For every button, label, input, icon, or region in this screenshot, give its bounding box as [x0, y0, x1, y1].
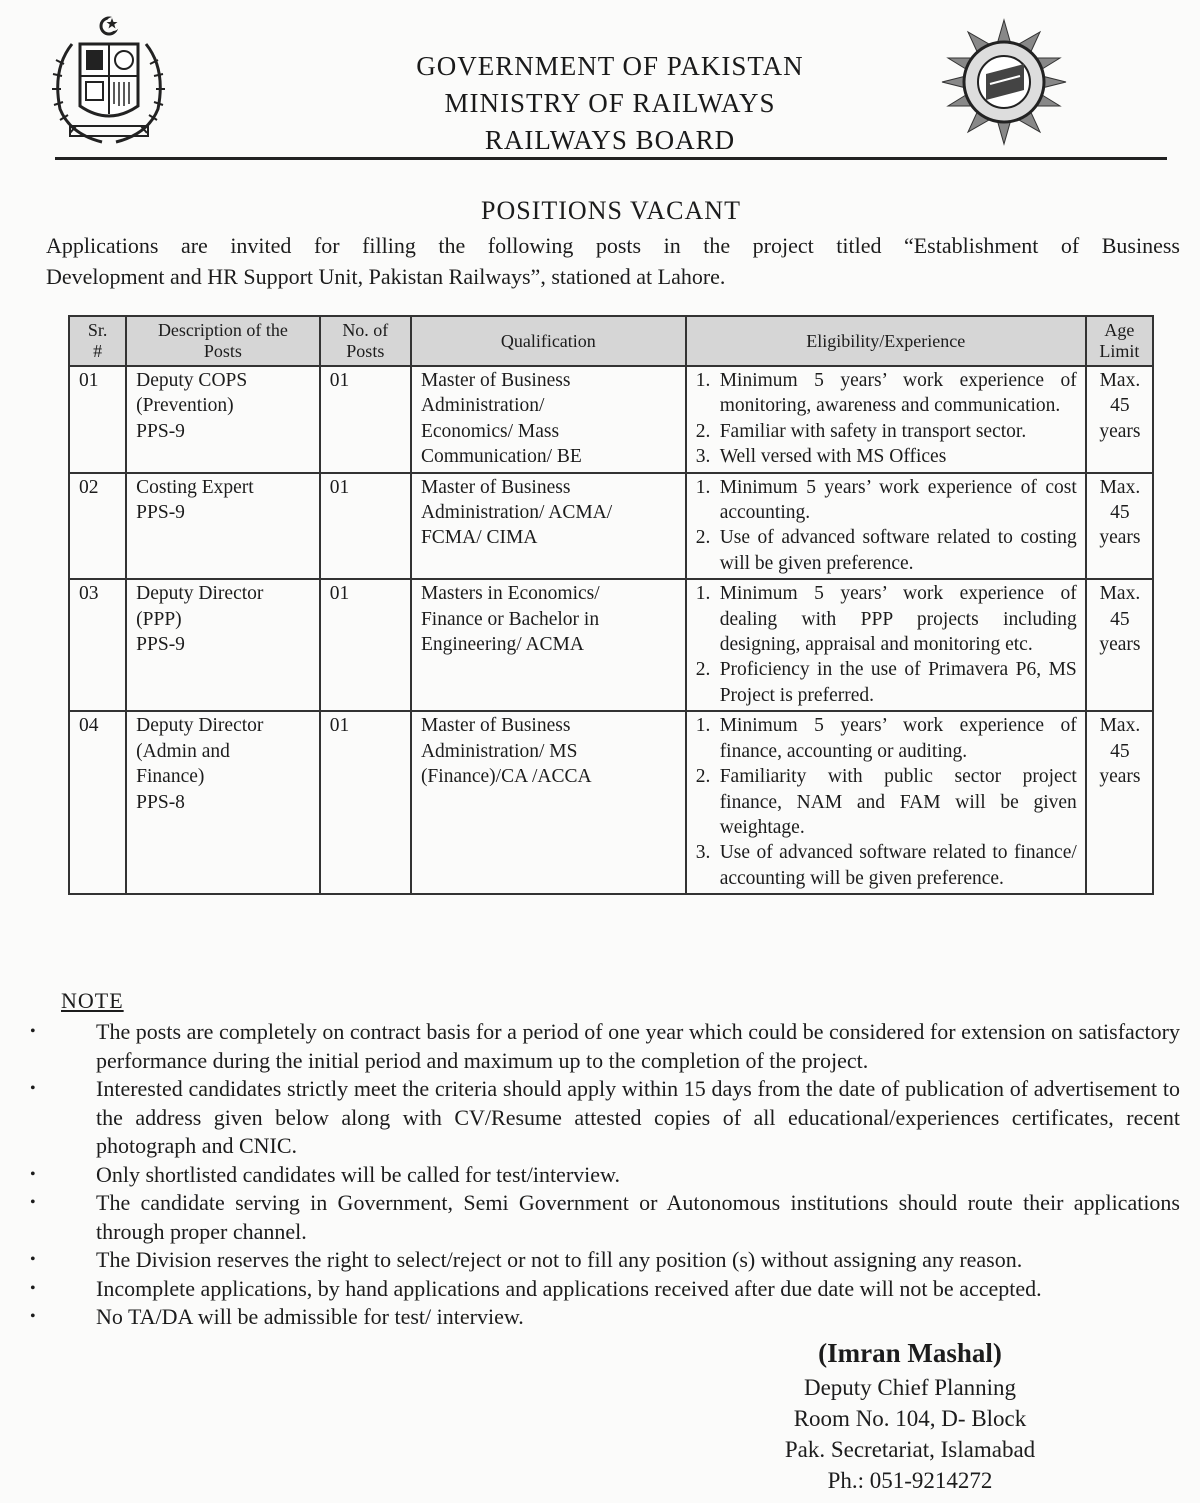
header-divider	[55, 157, 1167, 160]
header-description: Description of the Posts	[126, 316, 320, 366]
note-text: Incomplete applications, by hand applications and applications received after due date will not be accepted.	[96, 1275, 1042, 1301]
eligibility-number: 1.	[695, 370, 711, 391]
bullet-icon: •	[30, 1279, 36, 1297]
table-row	[69, 711, 1153, 894]
age-line: years	[1099, 766, 1141, 788]
note-text: The candidate serving in Government, Semi Government or Autonomous institutions should route their applications through proper channel.	[96, 1190, 1180, 1244]
table-body	[69, 366, 1153, 894]
header-line-ministry: MINISTRY OF RAILWAYS	[444, 88, 776, 118]
eligibility-list	[696, 368, 1077, 470]
note-item	[30, 1189, 1180, 1246]
table-row	[69, 579, 1153, 711]
qualification-line: Administration/ MS	[420, 740, 578, 762]
cell-no-of-posts: 01	[320, 473, 411, 580]
qualification-line: FCMA/ CIMA	[420, 527, 538, 549]
cell-description	[126, 711, 320, 894]
description-line: (Admin and	[136, 740, 230, 762]
cell-description	[126, 366, 320, 473]
cell-age-limit	[1086, 579, 1153, 711]
cell-eligibility	[686, 579, 1086, 711]
eligibility-text: Use of advanced software related to costing will be given preference.	[719, 527, 1077, 574]
bullet-icon: •	[30, 1251, 36, 1268]
eligibility-number: 1.	[695, 476, 711, 498]
cell-sr: 04	[69, 711, 126, 894]
age-line: 45	[1110, 395, 1130, 417]
header-qualification: Qualification	[411, 316, 686, 366]
cell-description	[126, 579, 320, 711]
qualification-line: Engineering/ ACMA	[420, 634, 584, 656]
description-line: PPS-9	[136, 634, 185, 656]
header-no-of-posts: No. of Posts	[320, 316, 411, 366]
note-text: The posts are completely on contract basis for a period of one year which could be considered for extension on satisfactory performance during the initial period and maximum up to the completion of the project.	[96, 1019, 1180, 1073]
cell-age-limit	[1086, 366, 1153, 473]
age-line: Max.	[1099, 715, 1141, 737]
header-sr: Sr. #	[69, 316, 126, 366]
intro-paragraph	[46, 230, 1180, 292]
qualification-line: Economics/ Mass	[420, 420, 560, 442]
cell-no-of-posts: 01	[320, 579, 411, 711]
signatory-phone: Ph.: 051-9214272	[827, 1468, 993, 1493]
page-title: POSITIONS VACANT	[481, 196, 741, 225]
cell-eligibility	[686, 473, 1086, 580]
eligibility-number: 3.	[695, 842, 711, 864]
note-item	[30, 1018, 1180, 1075]
qualification-line: Master of Business	[420, 370, 571, 391]
header-line-government: GOVERNMENT OF PAKISTAN	[416, 51, 804, 81]
note-item	[30, 1161, 1180, 1190]
description-line: Deputy Director	[136, 715, 264, 737]
table-row	[69, 366, 1153, 473]
eligibility-text: Use of advanced software related to finance/ accounting will be given preference.	[719, 842, 1077, 889]
eligibility-text: Minimum 5 years’ work experience of dealing with PPP projects including designing, appraisal and monitoring etc.	[719, 583, 1077, 656]
age-line: 45	[1110, 502, 1130, 524]
note-text: No TA/DA will be admissible for test/ interview.	[96, 1304, 524, 1329]
state-emblem-icon	[42, 14, 177, 149]
cell-qualification	[411, 366, 686, 473]
age-line: Max.	[1099, 583, 1141, 605]
signature-block	[700, 1336, 1120, 1496]
eligibility-item	[696, 475, 1077, 526]
qualification-line: Communication/ BE	[420, 446, 582, 468]
eligibility-item	[696, 657, 1077, 708]
eligibility-list	[696, 475, 1077, 577]
age-line: 45	[1110, 608, 1130, 630]
eligibility-item	[696, 525, 1077, 576]
cell-description	[126, 473, 320, 580]
cell-qualification	[411, 711, 686, 894]
header-age-limit: Age Limit	[1086, 316, 1153, 366]
qualification-line: Administration/ ACMA/	[420, 502, 613, 524]
table-row	[69, 473, 1153, 580]
header-line-board: RAILWAYS BOARD	[484, 125, 736, 155]
eligibility-number: 2.	[695, 420, 711, 442]
eligibility-list	[696, 713, 1077, 891]
age-line: Max.	[1099, 370, 1141, 391]
header-titles	[300, 48, 920, 159]
description-line: (PPP)	[136, 608, 182, 630]
note-text: Only shortlisted candidates will be called for test/interview.	[96, 1161, 620, 1187]
note-item	[30, 1246, 1180, 1275]
eligibility-item	[696, 713, 1077, 764]
description-line: Deputy Director	[136, 583, 264, 605]
description-line: Deputy COPS	[136, 370, 248, 391]
cell-eligibility	[686, 366, 1086, 473]
note-text: The Division reserves the right to select/reject or not to fill any position (s) without assigning any reason.	[96, 1247, 1023, 1272]
note-item	[30, 1275, 1180, 1304]
cell-sr: 03	[69, 579, 126, 711]
bullet-icon: •	[30, 1023, 36, 1040]
age-line: years	[1099, 420, 1141, 442]
note-item	[30, 1075, 1180, 1161]
intro-line-2: Development and HR Support Unit, Pakistan Railways”, stationed at Lahore.	[46, 264, 726, 289]
cell-qualification	[411, 473, 686, 580]
bullet-icon: •	[30, 1080, 36, 1097]
intro-line-1: Applications are invited for filling the following posts in the project titled “Establishment of Business	[46, 233, 1180, 258]
eligibility-number: 1.	[695, 715, 711, 737]
age-line: years	[1099, 634, 1141, 656]
qualification-line: Master of Business	[420, 715, 571, 737]
qualification-line: Administration/	[420, 395, 545, 417]
eligibility-number: 2.	[695, 527, 711, 549]
eligibility-number: 3.	[695, 446, 711, 468]
signatory-designation: Deputy Chief Planning	[803, 1375, 1017, 1400]
eligibility-item	[696, 444, 1077, 469]
note-heading: NOTE	[61, 988, 124, 1013]
document-header	[0, 0, 1200, 165]
cell-no-of-posts: 01	[320, 366, 411, 473]
signatory-place: Pak. Secretariat, Islamabad	[784, 1437, 1036, 1462]
eligibility-number: 1.	[695, 583, 711, 605]
age-line: Max.	[1099, 476, 1141, 498]
age-line: 45	[1110, 740, 1130, 762]
description-line: PPS-9	[136, 502, 185, 524]
eligibility-item	[696, 368, 1077, 419]
eligibility-text: Familiar with safety in transport sector.	[719, 420, 1027, 442]
cell-no-of-posts: 01	[320, 711, 411, 894]
cell-eligibility	[686, 711, 1086, 894]
eligibility-text: Proficiency in the use of Primavera P6, MS Project is preferred.	[719, 659, 1077, 706]
note-text: Interested candidates strictly meet the criteria should apply within 15 days from the date of publication of advertisement to the address given below along with CV/Resume attested copies of all educational/experiences certificates, recent photograph and CNIC.	[96, 1076, 1180, 1158]
eligibility-item	[696, 581, 1077, 657]
eligibility-item	[696, 419, 1077, 444]
cell-qualification	[411, 579, 686, 711]
eligibility-text: Minimum 5 years’ work experience of finance, accounting or auditing.	[719, 715, 1077, 762]
description-line: PPS-8	[136, 791, 185, 813]
eligibility-text: Minimum 5 years’ work experience of monitoring, awareness and communication.	[719, 370, 1077, 417]
eligibility-number: 2.	[695, 766, 711, 788]
description-line: (Prevention)	[136, 395, 234, 417]
cell-sr: 02	[69, 473, 126, 580]
note-list	[30, 1018, 1180, 1332]
eligibility-list	[696, 581, 1077, 708]
cell-sr: 01	[69, 366, 126, 473]
signatory-name: (Imran Mashal)	[818, 1338, 1002, 1368]
cell-age-limit	[1086, 711, 1153, 894]
bullet-icon: •	[30, 1165, 36, 1183]
positions-table	[68, 315, 1154, 895]
eligibility-text: Minimum 5 years’ work experience of cost accounting.	[719, 476, 1077, 524]
eligibility-item	[696, 764, 1077, 840]
qualification-line: Master of Business	[420, 476, 571, 498]
railways-logo-icon	[940, 18, 1068, 146]
header-eligibility: Eligibility/Experience	[686, 316, 1086, 366]
signatory-room: Room No. 104, D- Block	[793, 1406, 1027, 1431]
description-line: PPS-9	[136, 420, 185, 442]
eligibility-number: 2.	[695, 659, 711, 681]
eligibility-text: Familiarity with public sector project finance, NAM and FAM will be given weightage.	[719, 766, 1077, 838]
bullet-icon: •	[30, 1194, 36, 1211]
description-line: Finance)	[136, 766, 205, 788]
qualification-line: Masters in Economics/	[420, 583, 600, 605]
age-line: years	[1099, 527, 1141, 549]
cell-age-limit	[1086, 473, 1153, 580]
note-item	[30, 1303, 1180, 1332]
bullet-icon: •	[30, 1308, 36, 1325]
description-line: Costing Expert	[136, 476, 254, 498]
table-header-row	[69, 316, 1153, 366]
qualification-line: Finance or Bachelor in	[420, 608, 600, 630]
qualification-line: (Finance)/CA /ACCA	[420, 766, 592, 788]
eligibility-item	[696, 840, 1077, 891]
eligibility-text: Well versed with MS Offices	[719, 446, 947, 468]
